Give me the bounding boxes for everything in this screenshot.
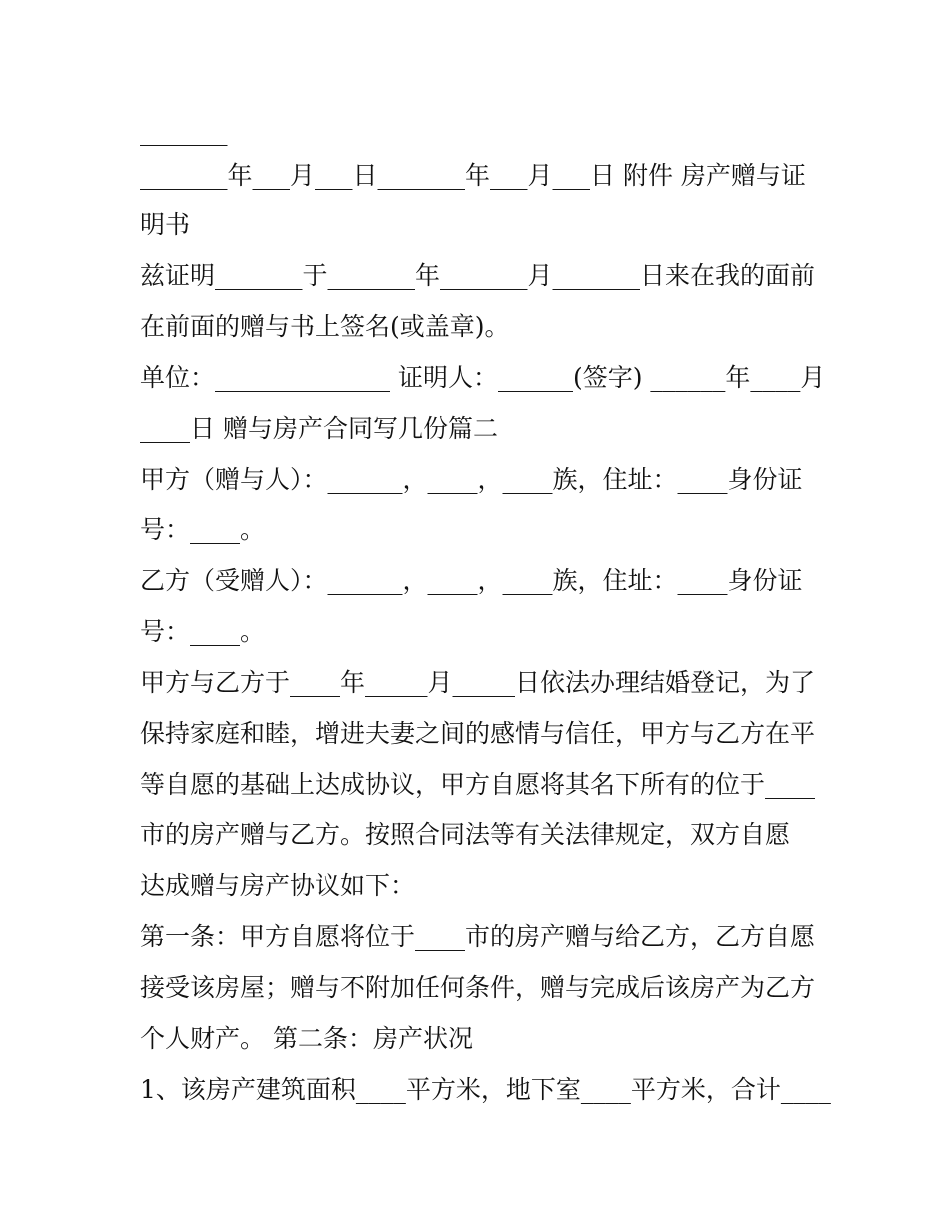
text-line-2: _______年___月___日_______年___月___日 附件 房产赠与证: [140, 161, 806, 190]
text-line-15: 市的房产赠与乙方。按照合同法等有关法律规定，双方自愿: [140, 820, 791, 849]
text-line-18: 接受该房屋；赠与不附加任何条件，赠与完成后该房产为乙方: [140, 973, 816, 1002]
text-line-20: 1、该房产建筑面积____平方米，地下室____平方米，合计____: [140, 1075, 831, 1104]
text-line-6: 单位：______________ 证明人：______(签字) ______年____月: [140, 363, 826, 392]
text-line-9: 号：____。: [140, 515, 266, 544]
text-line-17: 第一条：甲方自愿将位于____市的房产赠与给乙方，乙方自愿: [140, 922, 816, 951]
text-line-11: 号：____。: [140, 617, 266, 646]
text-line-8: 甲方（赠与人）：______，____，____族，住址：____身份证: [140, 465, 803, 494]
text-line-4: 兹证明_______于_______年_______月_______日来在我的面前: [140, 261, 816, 290]
text-line-10: 乙方（受赠人）：______，____，____族，住址：____身份证: [140, 566, 803, 595]
text-line-12: 甲方与乙方于____年_____月_____日依法办理结婚登记，为了: [140, 668, 816, 697]
text-line-5: 在前面的赠与书上签名(或盖章)。: [140, 312, 510, 341]
text-line-3: 明书: [140, 210, 191, 239]
text-line-16: 达成赠与房产协议如下：: [140, 871, 416, 900]
text-line-19: 个人财产。 第二条：房产状况: [140, 1024, 473, 1053]
text-line-14: 等自愿的基础上达成协议，甲方自愿将其名下所有的位于____: [140, 770, 816, 799]
text-line-13: 保持家庭和睦，增进夫妻之间的感情与信任，甲方与乙方在平: [140, 719, 816, 748]
text-line-7: ____日 赠与房产合同写几份篇二: [140, 414, 498, 443]
text-line-1: _______: [140, 117, 228, 146]
